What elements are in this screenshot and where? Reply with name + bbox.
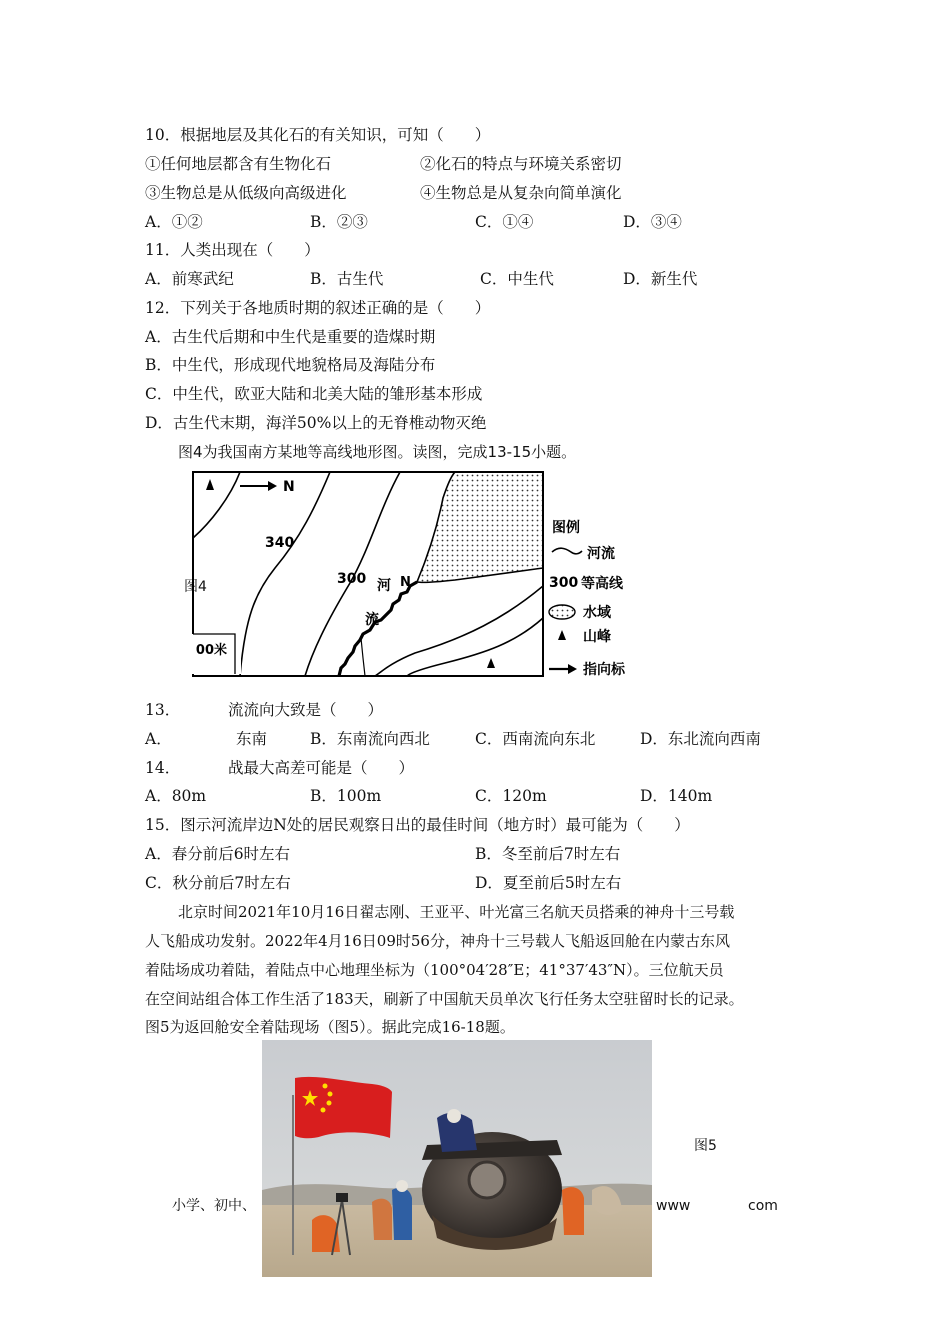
legend-peak-icon [558, 630, 566, 640]
q10-statement-3: ③生物总是从低级向高级进化 [145, 184, 347, 202]
q13-stem-number: 13． [145, 701, 181, 719]
legend-arrow: 指向标 [583, 662, 625, 678]
contour-label-340: 340 [265, 535, 295, 551]
q12-stem: 12．下列关于各地质时期的叙述正确的是（ ） [145, 299, 491, 317]
crew-member-orange-right [562, 1187, 584, 1235]
fig5-caption: 图5 [694, 1138, 717, 1154]
north-arrow-icon [268, 481, 277, 491]
q12-option-c: C．中生代，欧亚大陆和北美大陆的雏形基本形成 [145, 385, 483, 403]
q13-option-b: B．东南流向西北 [310, 730, 430, 748]
q11-option-c: C．中生代 [480, 270, 554, 288]
legend-water-icon [549, 605, 575, 619]
q11-option-b: B．古生代 [310, 270, 384, 288]
q15-option-d: D．夏至前后5时左右 [475, 874, 622, 892]
q10-option-d: D．③④ [623, 213, 682, 231]
passage-line-5: 图5为返回舱安全着陆现场（图5）。据此完成16-18题。 [145, 1018, 515, 1036]
q13-option-c: C．西南流向东北 [475, 730, 596, 748]
fig4-caption: 图4 [184, 579, 207, 595]
q13-option-a-label: A． [145, 730, 172, 748]
legend-contour: 等高线 [581, 576, 623, 592]
fig4-intro: 图4为我国南方某地等高线地形图。读图，完成13-15小题。 [178, 443, 577, 461]
legend-contour-number: 300 [549, 575, 579, 591]
water-area [417, 472, 543, 582]
q10-option-a: A．①② [145, 213, 203, 231]
q14-option-c: C．120m [475, 787, 547, 805]
q10-statement-4: ④生物总是从复杂向简单演化 [420, 184, 622, 202]
passage-line-2: 人飞船成功发射。2022年4月16日09时56分，神舟十三号载人飞船返回舱在内蒙古东风 [145, 932, 730, 950]
river-label-2: 流 [365, 612, 379, 628]
river-label-1: 河 [377, 578, 391, 594]
q10-option-c: C．①④ [475, 213, 534, 231]
q14-option-d: D．140m [640, 787, 713, 805]
q10-statement-1: ①任何地层都含有生物化石 [145, 155, 332, 173]
q11-stem: 11．人类出现在（ ） [145, 241, 320, 259]
contour-line-lower-2 [407, 618, 543, 676]
contour-label-300: 300 [337, 571, 367, 587]
legend-title: 图例 [552, 520, 580, 536]
peak-icon-top [206, 479, 214, 490]
footer-url-prefix: www [656, 1198, 691, 1214]
q15-stem: 15．图示河流岸边N处的居民观察日出的最佳时间（地方时）最可能为（ ） [145, 816, 690, 834]
q13-option-a-text: 东南 [236, 730, 268, 748]
q15-option-c: C．秋分前后7时左右 [145, 874, 291, 892]
passage-line-1: 北京时间2021年10月16日翟志刚、王亚平、叶光富三名航天员搭乘的神舟十三号载 [178, 903, 735, 921]
q10-option-b: B．②③ [310, 213, 368, 231]
river-line [339, 582, 417, 676]
legend-river-icon [552, 548, 582, 554]
passage-line-4: 在空间站组合体工作生活了183天，刷新了中国航天员单次飞行任务太空驻留时长的记录。 [145, 990, 744, 1008]
contour-map [185, 468, 655, 683]
china-flag [295, 1077, 392, 1138]
capsule-hatch [469, 1162, 505, 1198]
north-label: N [283, 479, 295, 495]
q13-stem-text: 流流向大致是（ ） [228, 701, 384, 719]
footer-url-suffix: com [748, 1198, 778, 1214]
point-n-label: N [400, 575, 411, 590]
q12-option-a: A．古生代后期和中生代是重要的造煤时期 [145, 328, 436, 346]
q15-option-a: A．春分前后6时左右 [145, 845, 291, 863]
q14-option-b: B．100m [310, 787, 382, 805]
passage-line-3: 着陆场成功着陆，着陆点中心地理坐标为（100°04′28″E；41°37′43″N）。三位航天员 [145, 961, 724, 979]
q14-stem-text: 战最大高差可能是（ ） [228, 759, 415, 777]
legend-peak: 山峰 [583, 629, 611, 645]
q11-option-a: A．前寒武纪 [145, 270, 234, 288]
contour-line-1 [193, 472, 240, 538]
crew-member-left [392, 1188, 412, 1240]
footer-left-text: 小学、初中、 [172, 1198, 256, 1214]
legend-river: 河流 [587, 546, 615, 562]
peak-icon-bottom [487, 658, 495, 668]
scale-label: 00米 [195, 643, 227, 658]
q10-statement-2: ②化石的特点与环境关系密切 [420, 155, 622, 173]
river-side-line [361, 638, 365, 676]
q14-stem-number: 14． [145, 759, 181, 777]
legend-arrow-icon [568, 664, 577, 674]
q12-option-d: D．古生代末期，海洋50%以上的无脊椎动物灭绝 [145, 414, 487, 432]
q14-option-a: A．80m [145, 787, 207, 805]
q11-option-d: D．新生代 [623, 270, 698, 288]
q13-option-d: D．东北流向西南 [640, 730, 761, 748]
q12-option-b: B．中生代，形成现代地貌格局及海陆分布 [145, 356, 436, 374]
q15-option-b: B．冬至前后7时左右 [475, 845, 621, 863]
landing-photo [262, 1040, 652, 1277]
q10-stem: 10．根据地层及其化石的有关知识，可知（ ） [145, 126, 491, 144]
legend-water: 水域 [583, 605, 611, 621]
